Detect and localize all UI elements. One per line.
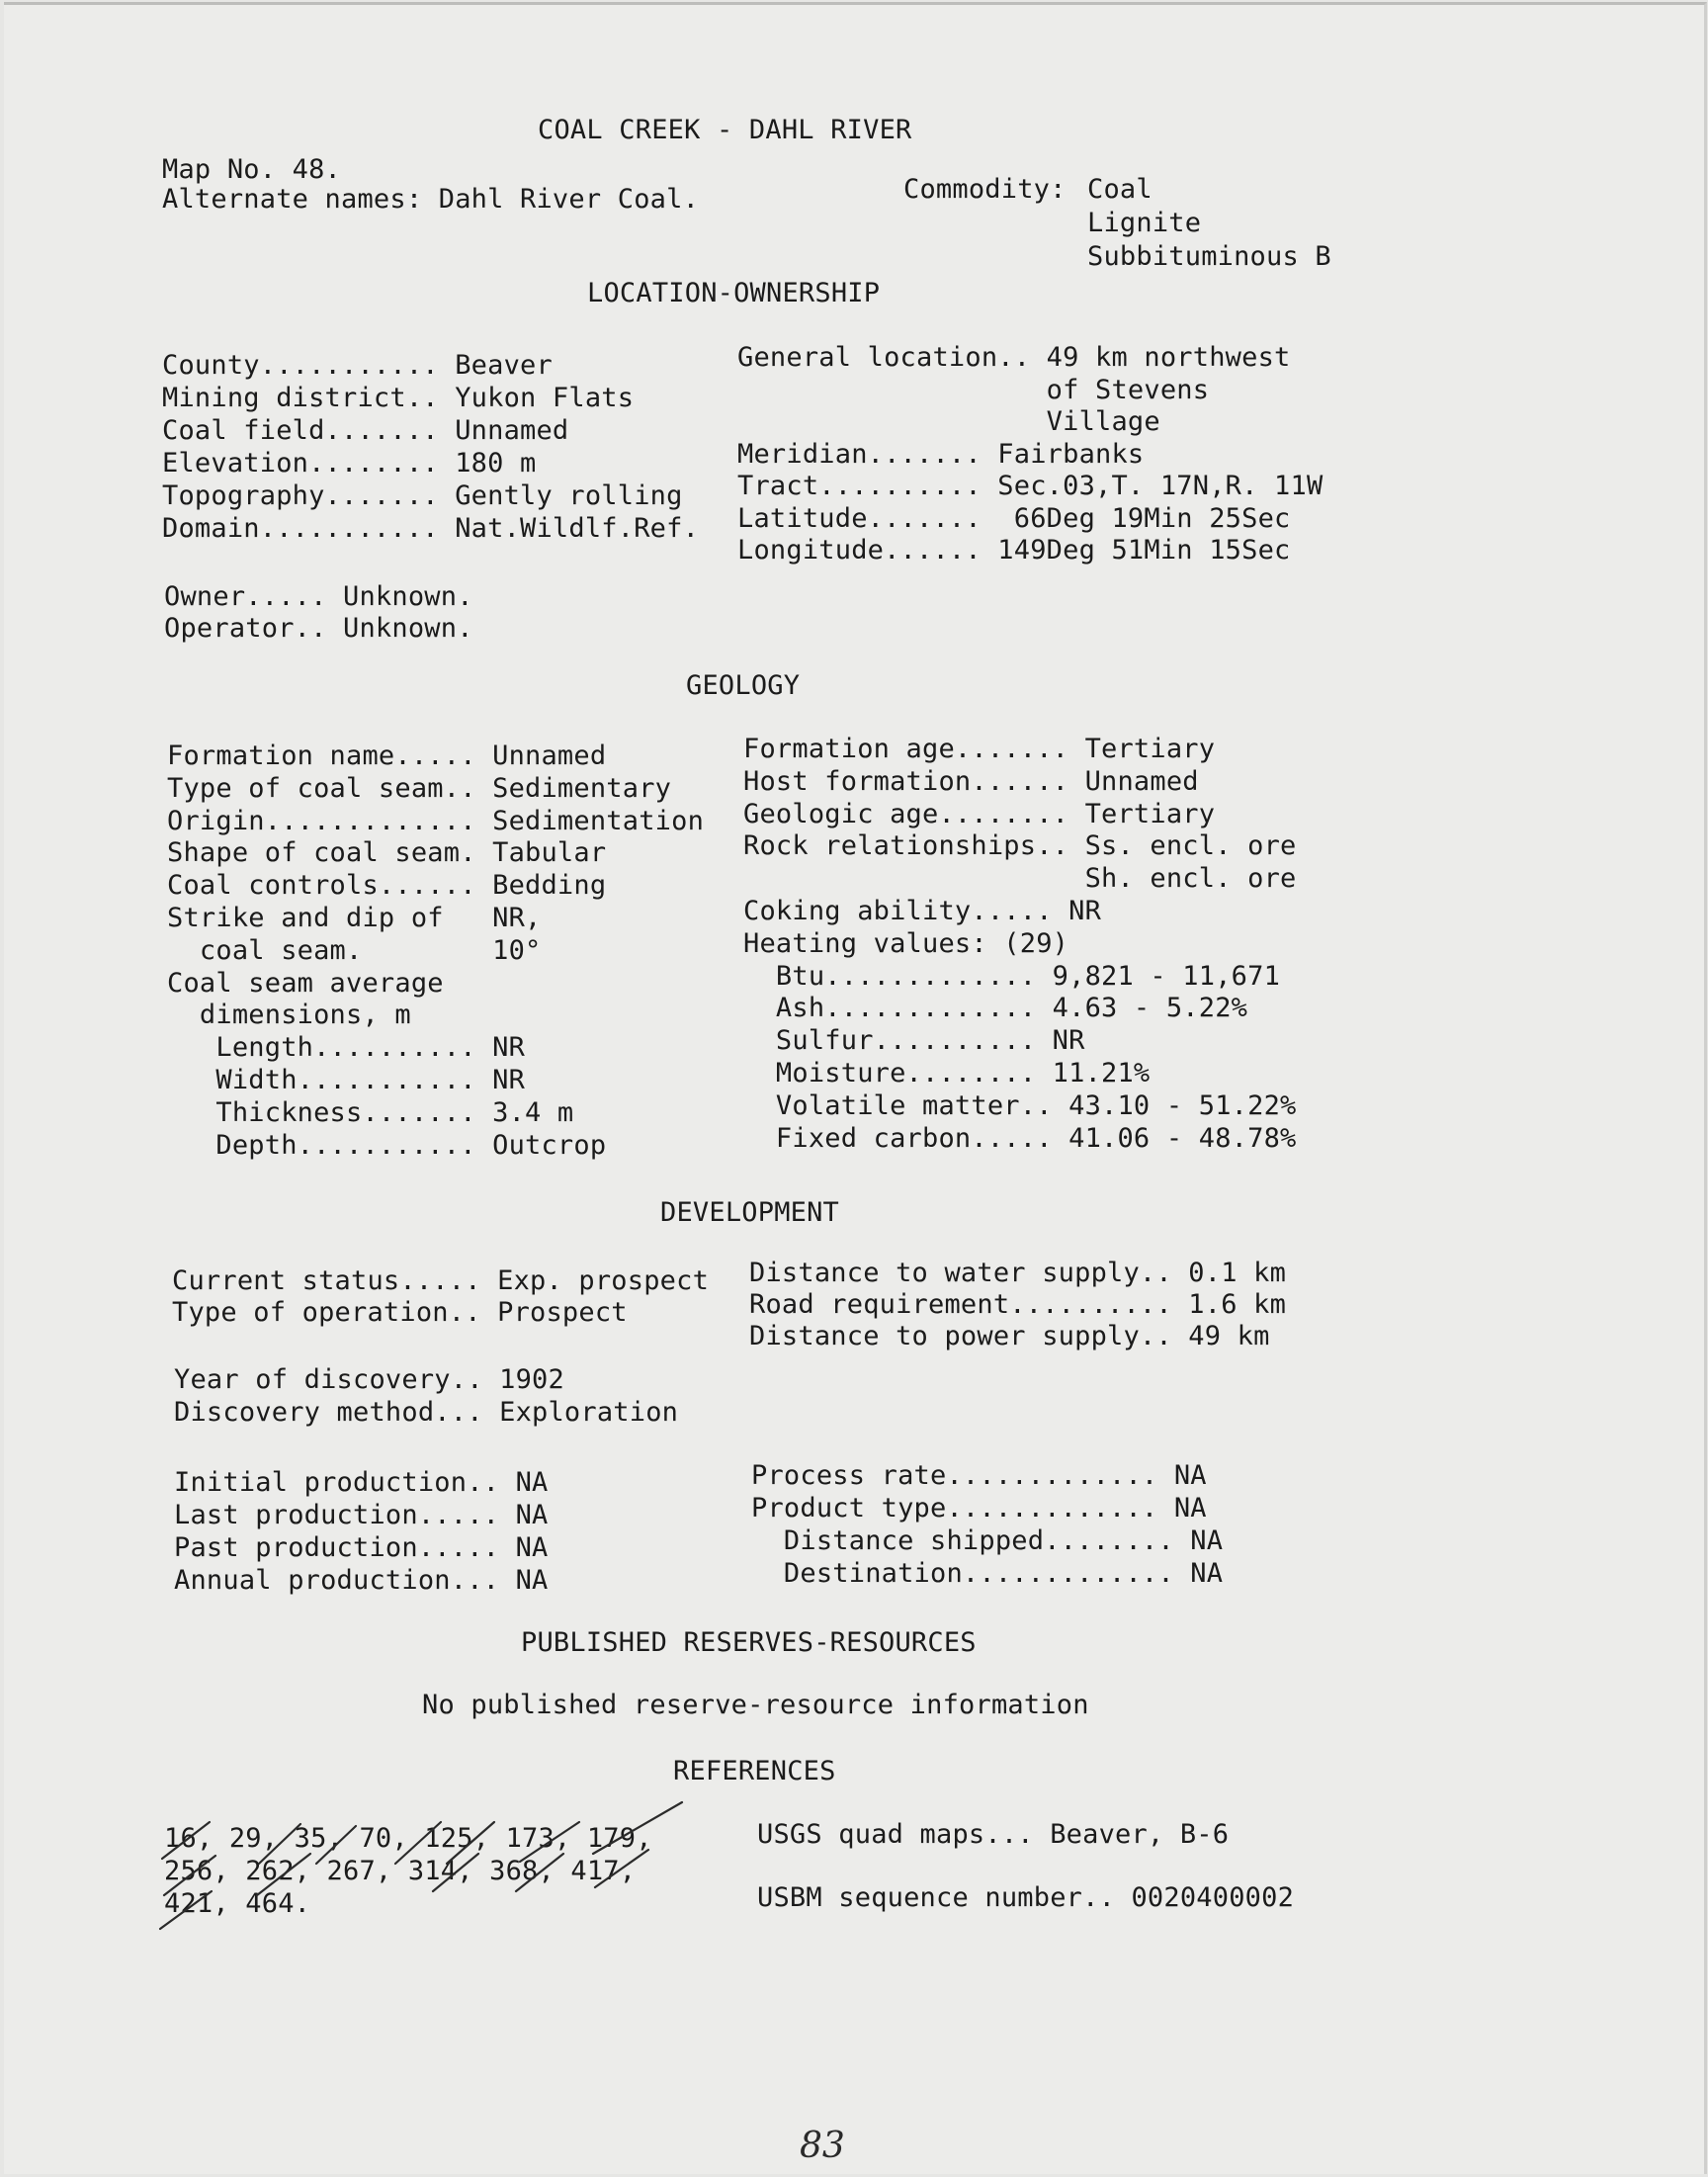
location-field: of Stevens bbox=[737, 374, 1210, 405]
geology-field: Sh. encl. ore bbox=[743, 863, 1297, 895]
location-field: Village bbox=[737, 406, 1160, 437]
development-field: Distance to power supply.. 49 km bbox=[749, 1321, 1270, 1351]
map-number: Map No. 48. bbox=[162, 154, 342, 185]
geology-field: dimensions, m bbox=[167, 1000, 411, 1031]
development-field: Current status..... Exp. prospect bbox=[172, 1265, 710, 1296]
geology-field: Thickness....... 3.4 m bbox=[167, 1096, 574, 1128]
development-field: Type of operation.. Prospect bbox=[172, 1297, 628, 1328]
page-title: COAL CREEK - DAHL RIVER bbox=[538, 115, 912, 145]
section-heading-geology: GEOLOGY bbox=[686, 670, 801, 701]
reference-numbers: 16, 29, 35, 70, 125, 173, 179, bbox=[164, 1823, 652, 1854]
section-heading-reserves: PUBLISHED RESERVES-RESOURCES bbox=[521, 1627, 977, 1658]
commodity-item: Subbituminous B bbox=[1087, 241, 1331, 272]
production-field: Annual production... NA bbox=[174, 1565, 549, 1596]
geology-field: Formation name..... Unnamed bbox=[167, 740, 607, 771]
geology-field: Width........... NR bbox=[167, 1065, 526, 1095]
section-heading-location: LOCATION-OWNERSHIP bbox=[587, 278, 881, 308]
development-field: Road requirement.......... 1.6 km bbox=[749, 1289, 1287, 1320]
geology-field: Fixed carbon..... 41.06 - 48.78% bbox=[743, 1122, 1297, 1154]
production-field: Product type............. NA bbox=[751, 1493, 1207, 1524]
alternate-names: Alternate names: Dahl River Coal. bbox=[162, 184, 700, 215]
geology-field: Volatile matter.. 43.10 - 51.22% bbox=[743, 1089, 1297, 1121]
location-field: County........... Beaver bbox=[162, 350, 553, 381]
document-page bbox=[4, 2, 1707, 2174]
geology-field: Moisture........ 11.21% bbox=[743, 1058, 1151, 1088]
location-field: Tract.......... Sec.03,T. 17N,R. 11W bbox=[737, 471, 1324, 501]
geology-field: Coking ability..... NR bbox=[743, 896, 1102, 926]
development-field: Year of discovery.. 1902 bbox=[174, 1364, 564, 1395]
location-field: Elevation........ 180 m bbox=[162, 448, 537, 479]
location-field: Topography....... Gently rolling bbox=[162, 480, 683, 511]
geology-field: Length.......... NR bbox=[167, 1032, 526, 1064]
production-field: Destination............. NA bbox=[751, 1558, 1224, 1589]
document-body bbox=[4, 5, 1704, 2174]
geology-field: Host formation...... Unnamed bbox=[743, 765, 1199, 797]
reference-numbers: 256, 262, 267, 314, 368, 417, bbox=[164, 1856, 637, 1886]
location-field: Mining district.. Yukon Flats bbox=[162, 383, 635, 413]
location-field: Domain........... Nat.Wildlf.Ref. bbox=[162, 513, 700, 544]
usgs-quad-maps: USGS quad maps... Beaver, B-6 bbox=[757, 1819, 1230, 1850]
page-number: 83 bbox=[800, 2126, 845, 2166]
geology-field: Shape of coal seam. Tabular bbox=[167, 837, 607, 869]
location-field: Longitude...... 149Deg 51Min 15Sec bbox=[737, 535, 1291, 566]
section-heading-references: REFERENCES bbox=[673, 1756, 836, 1786]
owner-field: Operator.. Unknown. bbox=[164, 613, 473, 644]
geology-field: Coal seam average bbox=[167, 967, 444, 999]
geology-field: Origin............. Sedimentation bbox=[167, 805, 705, 836]
reserves-text: No published reserve-resource information bbox=[422, 1690, 1089, 1720]
commodity-label: Commodity: bbox=[903, 174, 1067, 205]
commodity-item: Coal bbox=[1087, 174, 1153, 205]
section-heading-development: DEVELOPMENT bbox=[660, 1197, 840, 1228]
reference-numbers: 421, 464. bbox=[164, 1888, 311, 1919]
geology-field: Rock relationships.. Ss. encl. ore bbox=[743, 830, 1297, 862]
development-field: Discovery method... Exploration bbox=[174, 1397, 679, 1428]
geology-field: Strike and dip of NR, bbox=[167, 903, 542, 933]
usbm-sequence-number: USBM sequence number.. 0020400002 bbox=[757, 1882, 1295, 1913]
production-field: Process rate............. NA bbox=[751, 1460, 1207, 1491]
location-field: General location.. 49 km northwest bbox=[737, 342, 1291, 373]
commodity-item: Lignite bbox=[1087, 208, 1202, 238]
geology-field: Formation age....... Tertiary bbox=[743, 734, 1216, 764]
geology-field: Depth........... Outcrop bbox=[167, 1129, 607, 1161]
geology-field: Heating values: (29) bbox=[743, 927, 1069, 959]
geology-field: Geologic age........ Tertiary bbox=[743, 798, 1216, 829]
geology-field: coal seam. 10° bbox=[167, 934, 542, 966]
production-field: Distance shipped........ NA bbox=[751, 1525, 1224, 1556]
owner-field: Owner..... Unknown. bbox=[164, 581, 473, 612]
geology-field: Btu............. 9,821 - 11,671 bbox=[743, 960, 1281, 992]
geology-field: Ash............. 4.63 - 5.22% bbox=[743, 993, 1248, 1024]
development-field: Distance to water supply.. 0.1 km bbox=[749, 1258, 1287, 1288]
geology-field: Coal controls...... Bedding bbox=[167, 870, 607, 902]
geology-field: Type of coal seam.. Sedimentary bbox=[167, 772, 672, 804]
location-field: Coal field....... Unnamed bbox=[162, 415, 569, 446]
production-field: Last production..... NA bbox=[174, 1500, 549, 1530]
geology-field: Sulfur.......... NR bbox=[743, 1025, 1085, 1057]
location-field: Latitude....... 66Deg 19Min 25Sec bbox=[737, 502, 1291, 534]
production-field: Past production..... NA bbox=[174, 1532, 549, 1563]
location-field: Meridian....... Fairbanks bbox=[737, 438, 1145, 470]
production-field: Initial production.. NA bbox=[174, 1467, 549, 1498]
